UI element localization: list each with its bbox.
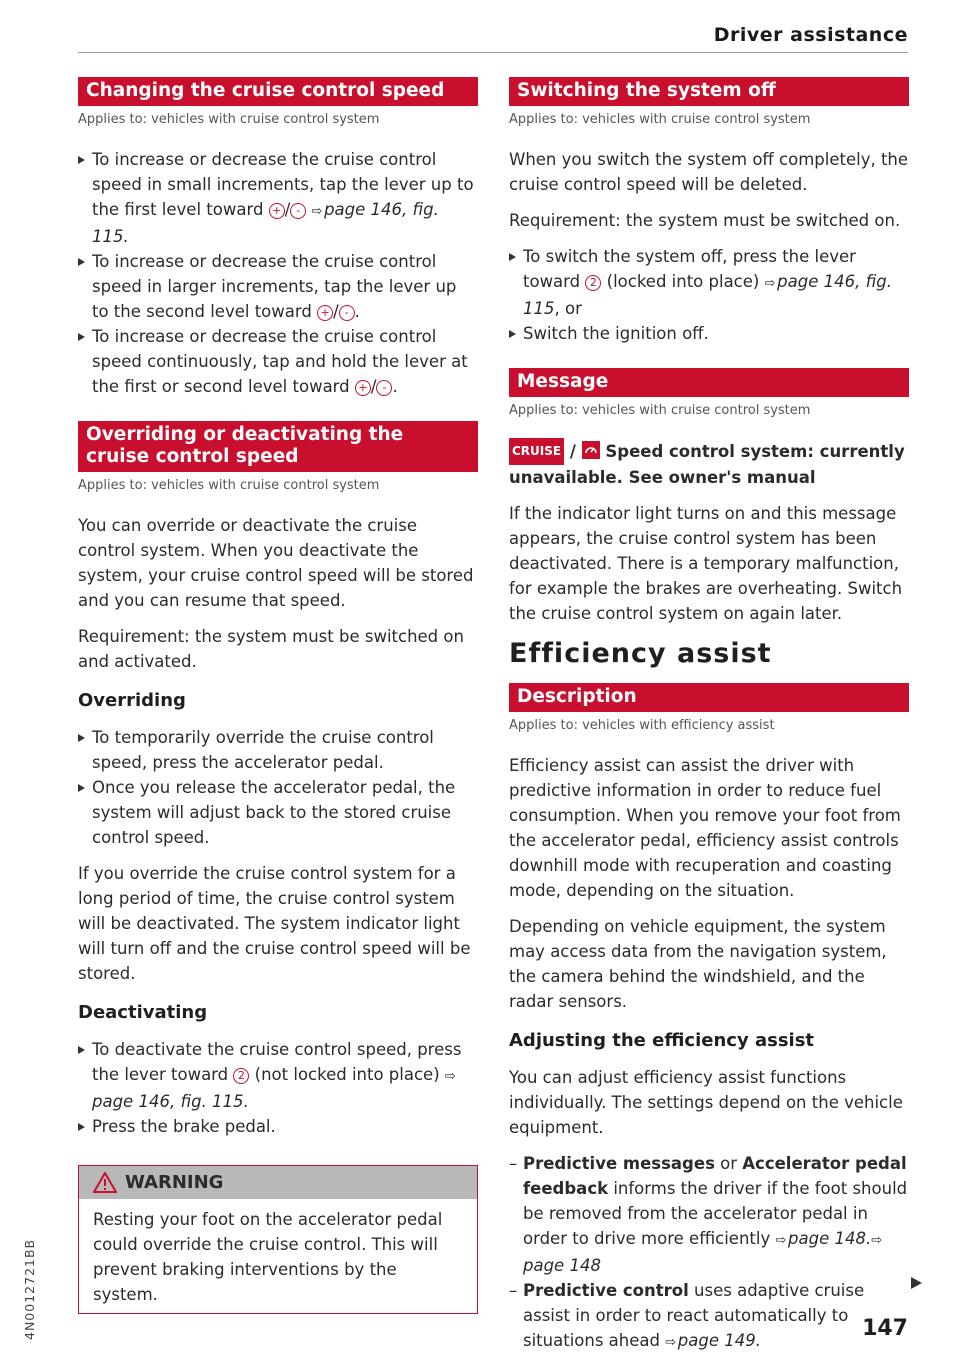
plus-icon: + (269, 203, 285, 219)
subheading-overriding: Overriding (78, 690, 186, 711)
plus-icon: + (317, 305, 333, 321)
list-item-predictive-messages: – Predictive messages or Accelerator pedal feedback informs the driver if the foot should be removed from the accelerator pedal in order to drive more efficiently ⇨ page 148.⇨ page 148 (509, 1151, 909, 1278)
page-reference-link[interactable]: ⇨ page 148. (775, 1229, 872, 1248)
section-title-message: Message (509, 368, 909, 397)
applies-note: Applies to: vehicles with cruise control system (78, 478, 380, 493)
minus-icon: - (339, 305, 355, 321)
bullet-override-2: Once you release the accelerator pedal, the system will adjust back to the stored cruise control speed. (78, 775, 478, 850)
header-rule (78, 52, 908, 53)
warning-body: Resting your foot on the accelerator pedal could override the cruise control. This will prevent braking interventions by the system. (93, 1210, 443, 1304)
applies-note: Applies to: vehicles with cruise control system (509, 112, 811, 127)
page-reference-link[interactable]: ⇨ page 148 (523, 1233, 883, 1275)
paragraph: You can override or deactivate the cruise control system. When you deactivate the system, your cruise control speed will be stored and you can resume that speed. (78, 516, 474, 610)
lever-position-2-icon: 2 (585, 275, 601, 291)
cruise-indicator-icon: CRUISE (509, 438, 564, 465)
section-title-changing-speed: Changing the cruise control speed (78, 77, 478, 106)
minus-icon: - (290, 203, 306, 219)
list-item-predictive-control: – Predictive control uses adaptive cruise assist in order to react automatically to situations ahead ⇨ page 149. (509, 1278, 909, 1355)
warning-triangle-icon (93, 1172, 117, 1193)
plus-icon: + (355, 380, 371, 396)
page-reference-link[interactable]: ⇨ page 146, fig. 115 (523, 272, 892, 318)
paragraph: If the indicator light turns on and this message appears, the cruise control system has been deactivated. There is a temporary malfunction, for example the brakes are overheating. Switch the cruise control system on again later. (509, 504, 903, 623)
indicator-message: CRUISE / Speed control system: currently unavailable. See owner's manual (509, 438, 909, 490)
lever-position-2-icon: 2 (233, 1068, 249, 1084)
applies-note: Applies to: vehicles with cruise control system (509, 403, 811, 418)
applies-note: Applies to: vehicles with efficiency assist (509, 718, 775, 733)
section-title-switching-off: Switching the system off (509, 77, 909, 106)
running-header: Driver assistance (713, 24, 908, 46)
bullet-larger-increments: To increase or decrease the cruise control speed in larger increments, tap the lever up to the second level toward + / - . (78, 249, 478, 324)
page-reference-link[interactable]: ⇨ page 149. (665, 1331, 761, 1350)
minus-icon: - (376, 380, 392, 396)
paragraph: When you switch the system off completely, the cruise control speed will be deleted. (509, 150, 909, 194)
right-column (509, 77, 909, 1355)
section-title-overriding: Overriding or deactivating the cruise control speed (78, 421, 478, 472)
paragraph: Depending on vehicle equipment, the system may access data from the navigation system, the camera behind the windshield, and the radar sensors. (509, 917, 887, 1011)
bullet-small-increments: To increase or decrease the cruise control speed in small increments, tap the lever up to the first level toward + / - ⇨ page 146, fig. 115. (78, 147, 478, 249)
bullet-deactivate-1: To deactivate the cruise control speed, press the lever toward 2 (not locked into place) ⇨ page 146, fig. 115. (78, 1037, 478, 1114)
continue-arrow-icon (911, 1277, 922, 1289)
warning-header (79, 1166, 477, 1199)
bullet-ignition-off: Switch the ignition off. (509, 321, 909, 346)
bullet-deactivate-2: Press the brake pedal. (78, 1114, 478, 1139)
applies-note: Applies to: vehicles with cruise control system (78, 112, 380, 127)
subheading-adjusting: Adjusting the efficiency assist (509, 1030, 815, 1051)
paragraph: If you override the cruise control system for a long period of time, the cruise control system will be deactivated. The system indicator light will turn off and the cruise control speed will be stored. (78, 864, 471, 983)
section-title-description: Description (509, 683, 909, 712)
page-number: 147 (862, 1316, 908, 1341)
page-reference-link[interactable]: ⇨ page 146, fig. 115. (92, 200, 439, 246)
subheading-deactivating: Deactivating (78, 1002, 208, 1023)
bullet-switch-off: To switch the system off, press the lever toward 2 (locked into place) ⇨ page 146, fig. 115, or (509, 244, 909, 321)
page-reference-link[interactable]: ⇨ page 146, fig. 115. (92, 1069, 456, 1111)
paragraph: You can adjust efficiency assist functions individually. The settings depend on the vehicle equipment. (509, 1068, 903, 1137)
chapter-heading-efficiency-assist: Efficiency assist (509, 638, 772, 669)
bullet-override-1: To temporarily override the cruise control speed, press the accelerator pedal. (78, 725, 478, 775)
paragraph: Efficiency assist can assist the driver with predictive information in order to reduce fuel consumption. When you remove your foot from the accelerator pedal, efficiency assist controls downhill mode with recuperation and coasting mode, depending on the situation. (509, 756, 901, 900)
paragraph: Requirement: the system must be switched on and activated. (78, 627, 464, 671)
speedometer-indicator-icon (582, 441, 600, 459)
paragraph: Requirement: the system must be switched on. (509, 211, 901, 230)
bullet-continuously: To increase or decrease the cruise control speed continuously, tap and hold the lever at the first or second level toward + / - . (78, 324, 478, 399)
warning-title: WARNING (125, 1172, 224, 1193)
warning-box (78, 1165, 478, 1314)
document-code: 4N0012721BB (22, 1238, 37, 1340)
left-column (78, 77, 478, 1314)
